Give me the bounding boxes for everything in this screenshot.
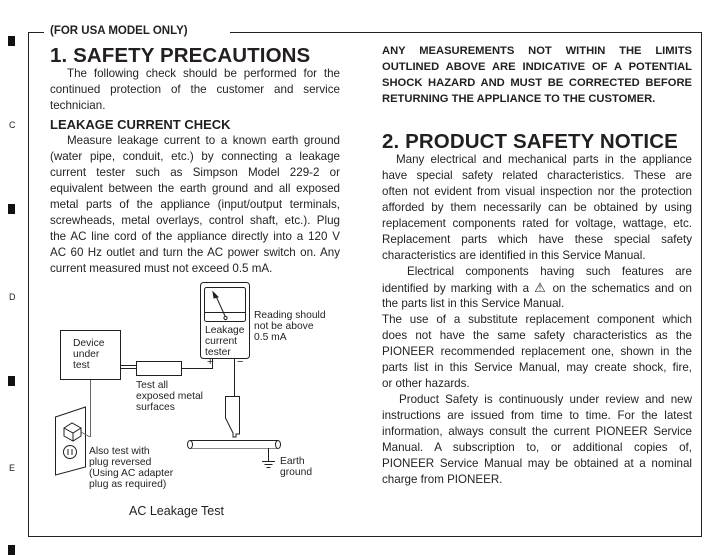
section1-title: 1. SAFETY PRECAUTIONS bbox=[50, 44, 311, 67]
minus-terminal-label: − bbox=[237, 356, 244, 368]
leakage-current-heading: LEAKAGE CURRENT CHECK bbox=[50, 117, 231, 132]
text-line: The use of a substitute replacement component which bbox=[382, 313, 692, 326]
text-line: Electrical components having such features are bbox=[407, 265, 692, 278]
frame-label: (FOR USA MODEL ONLY) bbox=[50, 25, 188, 37]
text-line: AC 60 Hz outlet and turn the AC power switch on. Any bbox=[50, 246, 340, 259]
label-line: plug reversed bbox=[89, 457, 152, 468]
label-line: Earth bbox=[280, 456, 305, 467]
label-line: 0.5 mA bbox=[254, 332, 287, 343]
label-line: test bbox=[73, 360, 90, 371]
shock-hazard-warning bbox=[382, 43, 692, 107]
label-line: Leakage bbox=[205, 325, 245, 336]
receptacle-icon bbox=[64, 446, 77, 459]
text-line: ANY MEASUREMENTS NOT WITHIN THE LIMITS bbox=[382, 45, 692, 57]
plug-reversed-label bbox=[89, 446, 173, 490]
text-line: or other hazards. bbox=[382, 377, 470, 390]
label-line: (Using AC adapter bbox=[89, 468, 174, 479]
reading-limit-label bbox=[254, 310, 326, 343]
text-line: replacement components rated for voltage, wattage, etc. bbox=[382, 217, 692, 230]
label-line: plug as required) bbox=[89, 479, 167, 490]
margin-letter-c: C bbox=[9, 120, 16, 130]
text-line: current tester such as Simpson Model 229-2 or bbox=[50, 166, 340, 179]
text-line: instructions are issued from time to time. For the latest bbox=[382, 409, 692, 422]
probe-box bbox=[137, 362, 182, 376]
text-line: Product Safety is continuously under review and new bbox=[399, 393, 692, 406]
diagram-caption: AC Leakage Test bbox=[129, 504, 224, 518]
needle-arrow bbox=[213, 292, 218, 298]
text-line: parts list in this Service Manual, may create shock, fire, bbox=[382, 361, 692, 374]
margin-letter-e: E bbox=[9, 463, 16, 473]
text-line: the parts list in this Service Manual. bbox=[382, 297, 565, 310]
wall-outlet-plate bbox=[56, 407, 86, 475]
text-line: information, always consult the current PIONEER Service bbox=[382, 425, 692, 438]
text-line: The following check should be performed for the bbox=[67, 67, 340, 80]
text-fragment: identified by marking with a bbox=[382, 282, 530, 295]
label-line: under bbox=[73, 349, 100, 360]
leakage-tester-label bbox=[205, 325, 245, 358]
section2-para1 bbox=[382, 152, 692, 264]
section2-para4 bbox=[382, 392, 692, 488]
text-line: characteristics are identified in this Service Manual. bbox=[382, 249, 646, 262]
label-line: tester bbox=[205, 347, 231, 358]
probe-label bbox=[136, 380, 203, 413]
text-line: Many electrical and mechanical parts in the appliance bbox=[396, 153, 692, 166]
text-fragment: on the schematics and on bbox=[552, 282, 692, 295]
label-line: current bbox=[205, 336, 238, 347]
text-line: continued protection of the customer and service bbox=[50, 83, 340, 96]
text-line: OUTLINED ABOVE ARE INDICATIVE OF A POTENTIAL bbox=[382, 61, 692, 73]
needle-pivot bbox=[224, 316, 227, 319]
text-line: have special safety related characteristics. These are bbox=[382, 169, 692, 182]
section2-para2 bbox=[382, 264, 692, 312]
label-line: surfaces bbox=[136, 402, 175, 413]
text-line: RETURNING THE APPLIANCE TO THE CUSTOMER. bbox=[382, 93, 656, 105]
text-line: SHOCK HAZARD AND MUST BE CORRECTED BEFORE bbox=[382, 77, 692, 89]
text-line: screwheads, metal overlays, control shaft, etc.). Plug bbox=[50, 214, 340, 227]
text-line: the AC line cord of the appliance directly into a 120 V bbox=[50, 230, 340, 243]
text-line: technician. bbox=[50, 99, 106, 112]
text-line: PIONEER Service Manual may be obtained at a nominal bbox=[382, 457, 692, 470]
ground-clamp bbox=[226, 397, 240, 438]
text-line: metal parts of the appliance (input/output terminals, bbox=[50, 198, 340, 211]
text-line: equivalent between the earth ground and all exposed bbox=[50, 182, 340, 195]
text-line: Manual. A subscription to, or additional copies of, bbox=[382, 441, 692, 454]
label-line: Reading should bbox=[254, 310, 326, 321]
text-line: Measure leakage current to a known earth ground bbox=[67, 134, 340, 147]
text-line: current measured must not exceed 0.5 mA. bbox=[50, 262, 273, 275]
section2-para3 bbox=[382, 312, 692, 392]
label-line: Test all bbox=[136, 380, 169, 391]
label-line: exposed metal bbox=[136, 391, 203, 402]
text-line: charge from PIONEER. bbox=[382, 473, 503, 486]
plus-terminal-label: + bbox=[207, 356, 214, 368]
earth-ground-label bbox=[280, 456, 312, 478]
section2-title: 2. PRODUCT SAFETY NOTICE bbox=[382, 130, 678, 153]
text-line: often not evident from visual inspection nor the protection bbox=[382, 185, 692, 198]
device-under-test-label bbox=[73, 338, 104, 371]
warning-triangle-icon: ⚠ bbox=[534, 280, 548, 295]
text-line bbox=[382, 280, 692, 296]
margin-letter-d: D bbox=[9, 292, 16, 302]
label-line: Device bbox=[73, 338, 105, 349]
label-line: Also test with bbox=[89, 446, 150, 457]
text-line: Replacement parts which have these special safety bbox=[382, 233, 692, 246]
text-line: PIONEER recommended replacement one, shown in the bbox=[382, 345, 692, 358]
text-line: (water pipe, conduit, etc.) by connecting a leakage bbox=[50, 150, 340, 163]
text-line: afforded by them necessarily can be obtained by using bbox=[382, 201, 692, 214]
label-line: ground bbox=[280, 467, 313, 478]
text-line: does not have the same safety characteristics as the bbox=[382, 329, 692, 342]
label-line: not be above bbox=[254, 321, 314, 332]
